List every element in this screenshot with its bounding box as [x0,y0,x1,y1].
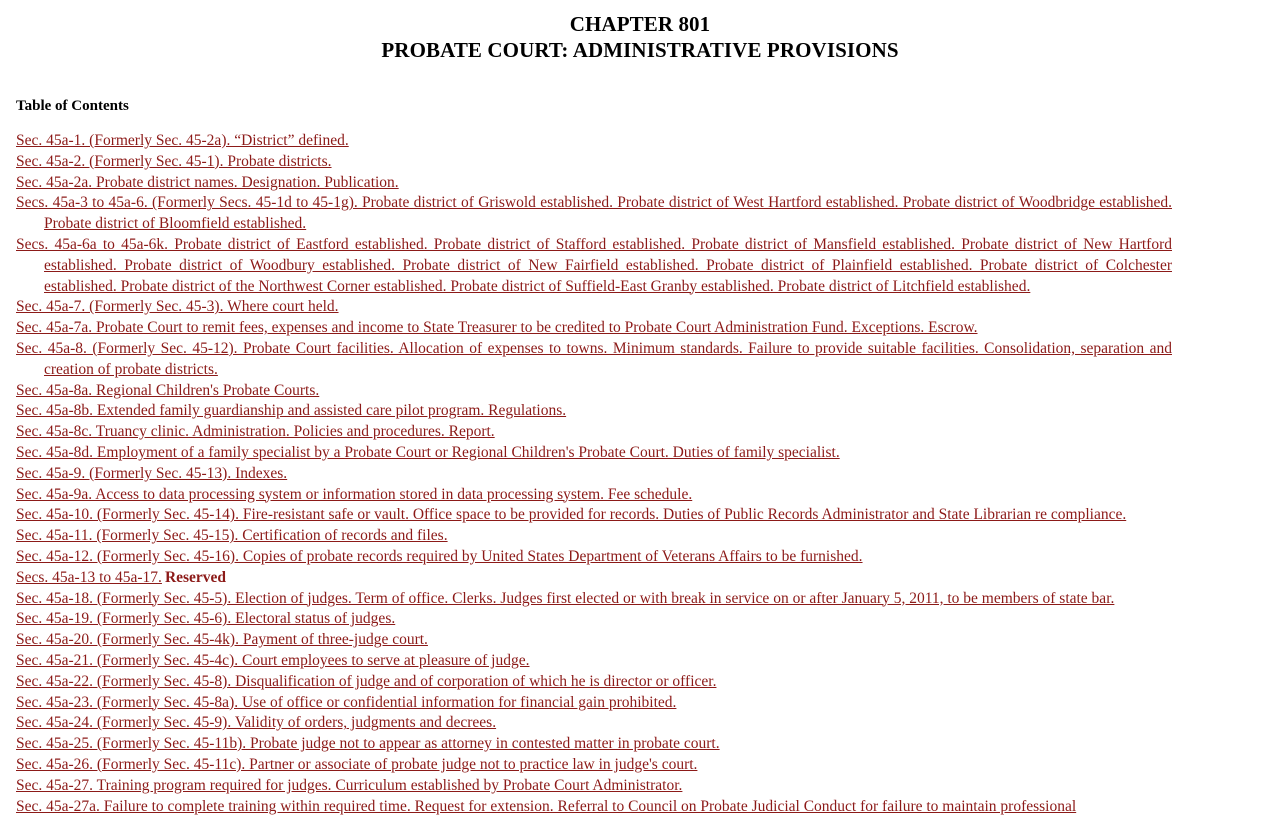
toc-link[interactable]: Sec. 45a-19. (Formerly Sec. 45-6). Electoral status of judges. [16,610,395,627]
toc-entry [16,297,1172,318]
toc-link[interactable]: Sec. 45a-12. (Formerly Sec. 45-16). Copies of probate records required by United States Department of Veterans Affairs to be furnished. [16,548,863,565]
toc-entry [16,755,1172,776]
toc-link[interactable]: Sec. 45a-8b. Extended family guardianship and assisted care pilot program. Regulations. [16,402,566,419]
toc-link[interactable]: Sec. 45a-10. (Formerly Sec. 45-14). Fire-resistant safe or vault. Office space to be provided for records. Duties of Public Records Administrator and State Librarian re compliance. [16,506,1126,523]
toc-link[interactable]: Secs. 45a-13 to 45a-17. [16,569,162,586]
toc-entry [16,443,1172,464]
chapter-subtitle: PROBATE COURT: ADMINISTRATIVE PROVISIONS [0,37,1280,63]
toc-entry [16,672,1172,693]
toc-link[interactable]: Sec. 45a-1. (Formerly Sec. 45-2a). “District” defined. [16,132,349,149]
toc-entry [16,609,1172,630]
toc-link[interactable]: Sec. 45a-22. (Formerly Sec. 45-8). Disqualification of judge and of corporation of which he is director or officer. [16,673,716,690]
toc-link[interactable]: Sec. 45a-9. (Formerly Sec. 45-13). Indexes. [16,465,287,482]
toc-entry-reserved-label: Reserved [162,569,226,586]
toc-entry [16,131,1172,152]
toc-link[interactable]: Sec. 45a-8. (Formerly Sec. 45-12). Probate Court facilities. Allocation of expenses to towns. Minimum standards. Failure to provide suitable facilities. Consolidation, separation and creation of probate districts. [16,340,1172,378]
toc-link[interactable]: Sec. 45a-8d. Employment of a family specialist by a Probate Court or Regional Children's Probate Court. Duties of family specialist. [16,444,840,461]
toc-link[interactable]: Sec. 45a-11. (Formerly Sec. 45-15). Certification of records and files. [16,527,448,544]
toc-entry [16,193,1172,235]
toc-link[interactable]: Sec. 45a-23. (Formerly Sec. 45-8a). Use of office or confidential information for financial gain prohibited. [16,694,676,711]
toc-link[interactable]: Sec. 45a-26. (Formerly Sec. 45-11c). Partner or associate of probate judge not to practice law in judge's court. [16,756,697,773]
chapter-title: CHAPTER 801 [0,8,1280,37]
toc-entry [16,485,1172,506]
toc-entry [16,464,1172,485]
toc-link[interactable]: Sec. 45a-7. (Formerly Sec. 45-3). Where court held. [16,298,339,315]
toc-link[interactable]: Sec. 45a-27a. Failure to complete training within required time. Request for extension. Referral to Council on Probate Judicial Conduct for failure to maintain professional [16,798,1076,815]
toc-link[interactable]: Sec. 45a-24. (Formerly Sec. 45-9). Validity of orders, judgments and decrees. [16,714,496,731]
toc-link[interactable]: Sec. 45a-2. (Formerly Sec. 45-1). Probate districts. [16,153,332,170]
toc-entry [16,651,1172,672]
toc-link[interactable]: Secs. 45a-3 to 45a-6. (Formerly Secs. 45-1d to 45-1g). Probate district of Griswold established. Probate district of West Hartford established. Probate district of Woodbridge established. Probate district of Bloomfield established. [16,194,1172,232]
toc-entry [16,381,1172,402]
document-header [0,0,1280,63]
toc-link[interactable]: Sec. 45a-25. (Formerly Sec. 45-11b). Probate judge not to appear as attorney in contested matter in probate court. [16,735,720,752]
toc-entry [16,713,1172,734]
table-of-contents-list [0,115,1280,817]
toc-link[interactable]: Sec. 45a-18. (Formerly Sec. 45-5). Election of judges. Term of office. Clerks. Judges first elected or with break in service on or after January 5, 2011, to be members of state bar. [16,590,1114,607]
toc-link[interactable]: Sec. 45a-20. (Formerly Sec. 45-4k). Payment of three-judge court. [16,631,428,648]
toc-entry [16,693,1172,714]
toc-entry [16,318,1172,339]
toc-entry [16,235,1172,297]
toc-entry [16,630,1172,651]
toc-entry [16,734,1172,755]
toc-link[interactable]: Sec. 45a-27. Training program required for judges. Curriculum established by Probate Court Administrator. [16,777,682,794]
toc-entry [16,776,1172,797]
toc-link[interactable]: Sec. 45a-8c. Truancy clinic. Administration. Policies and procedures. Report. [16,423,495,440]
toc-entry [16,526,1172,547]
table-of-contents-heading: Table of Contents [0,63,1280,115]
toc-link[interactable]: Sec. 45a-2a. Probate district names. Designation. Publication. [16,174,399,191]
toc-entry [16,422,1172,443]
toc-link[interactable]: Sec. 45a-7a. Probate Court to remit fees, expenses and income to State Treasurer to be credited to Probate Court Administration Fund. Exceptions. Escrow. [16,319,978,336]
toc-entry [16,401,1172,422]
toc-entry [16,339,1172,381]
toc-entry [16,152,1172,173]
toc-link[interactable]: Secs. 45a-6a to 45a-6k. Probate district of Eastford established. Probate district of Stafford established. Probate district of Mansfield established. Probate district of New Hartford established. Probate district of Woodbury established. Probate district of New Fairfield established. Probate district of Plainfield established. Probate district of Colchester established. Probate district of the Northwest Corner established. Probate district of Suffield-East Granby established. Probate district of Litchfield established. [16,236,1172,295]
toc-entry [16,173,1172,194]
toc-link[interactable]: Sec. 45a-9a. Access to data processing system or information stored in data processing system. Fee schedule. [16,486,692,503]
toc-link[interactable]: Sec. 45a-21. (Formerly Sec. 45-4c). Court employees to serve at pleasure of judge. [16,652,530,669]
toc-entry [16,505,1172,526]
toc-link[interactable]: Sec. 45a-8a. Regional Children's Probate Courts. [16,382,319,399]
toc-entry [16,547,1172,568]
toc-entry [16,797,1172,817]
toc-entry [16,568,1172,589]
toc-entry [16,589,1172,610]
